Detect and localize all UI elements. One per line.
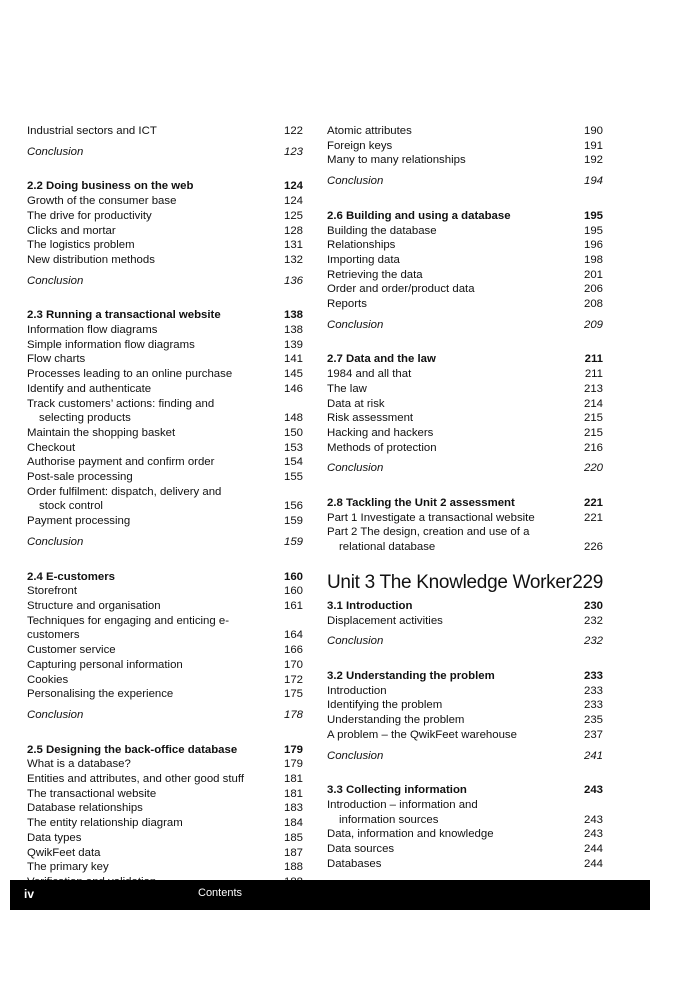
entry-page-number: 232 xyxy=(583,614,603,627)
entry-title: 2.7 Data and the law xyxy=(327,353,436,366)
entry-title: Conclusion xyxy=(27,274,84,287)
entry-title: The entity relationship diagram xyxy=(27,817,183,830)
section-heading xyxy=(327,669,603,684)
entry-page-number: 160 xyxy=(283,585,303,598)
entry-title: A problem – the QwikFeet warehouse xyxy=(327,728,517,741)
entry-page-number: 188 xyxy=(283,861,303,874)
entry-page-number: 175 xyxy=(283,688,303,701)
entry-page-number: 211 xyxy=(584,368,603,381)
entry-page-number: 166 xyxy=(283,644,303,657)
entry-page-number: 160 xyxy=(283,570,303,583)
conclusion-entry xyxy=(327,318,603,333)
entry-page-number: 230 xyxy=(583,599,603,612)
entry-page-number: 194 xyxy=(583,175,603,188)
toc-entry xyxy=(27,224,303,239)
toc-entry xyxy=(27,584,303,599)
toc-entry xyxy=(27,485,303,500)
conclusion-entry xyxy=(327,749,603,764)
entry-page-number: 244 xyxy=(583,857,603,870)
toc-entry xyxy=(327,827,603,842)
entry-title: Conclusion xyxy=(327,175,384,188)
toc-entry xyxy=(327,842,603,857)
entry-title: Conclusion xyxy=(27,708,84,721)
toc-entry xyxy=(27,846,303,861)
toc-right-column xyxy=(327,124,603,871)
conclusion-entry xyxy=(27,708,303,723)
entry-page-number: 215 xyxy=(583,412,603,425)
entry-page-number: 235 xyxy=(583,714,603,727)
toc-entry xyxy=(27,643,303,658)
toc-entry xyxy=(27,787,303,802)
entry-title: Authorise payment and confirm order xyxy=(27,456,215,469)
toc-left-column xyxy=(27,124,303,890)
conclusion-entry xyxy=(27,535,303,550)
toc-entry xyxy=(27,426,303,441)
entry-page-number: 185 xyxy=(283,831,303,844)
entry-title: Personalising the experience xyxy=(27,688,174,701)
entry-page-number: 139 xyxy=(283,338,303,351)
entry-title: Conclusion xyxy=(327,462,384,475)
entry-title: stock control xyxy=(39,500,103,513)
entry-title: Building the database xyxy=(327,224,437,237)
entry-page-number: 136 xyxy=(283,274,303,287)
toc-entry xyxy=(27,599,303,614)
toc-entry xyxy=(327,857,603,872)
entry-page-number: 232 xyxy=(583,635,603,648)
entry-page-number: 181 xyxy=(283,787,303,800)
entry-title: Databases xyxy=(327,857,382,870)
toc-entry xyxy=(27,687,303,702)
entry-title: Conclusion xyxy=(27,145,84,158)
entry-page-number: 161 xyxy=(283,599,303,612)
footer-page-number: iv xyxy=(24,887,35,901)
entry-page-number: 138 xyxy=(283,309,303,322)
entry-title: 3.2 Understanding the problem xyxy=(327,669,495,682)
entry-title: Techniques for engaging and enticing e-customers xyxy=(27,614,230,642)
section-heading xyxy=(27,308,303,323)
toc-entry xyxy=(27,194,303,209)
entry-title: QwikFeet data xyxy=(27,846,101,859)
entry-title: Storefront xyxy=(27,585,78,598)
toc-entry xyxy=(27,238,303,253)
entry-page-number: 132 xyxy=(283,253,303,266)
entry-page-number: 196 xyxy=(583,239,603,252)
entry-title: Database relationships xyxy=(27,802,143,815)
entry-title: Processes leading to an online purchase xyxy=(27,368,233,381)
entry-title: Foreign keys xyxy=(327,139,393,152)
section-heading xyxy=(27,743,303,758)
entry-title: 2.3 Running a transactional website xyxy=(27,309,221,322)
entry-title: Introduction xyxy=(327,684,387,697)
entry-title: selecting products xyxy=(39,412,131,425)
entry-title: Data types xyxy=(27,831,82,844)
entry-title: Importing data xyxy=(327,253,400,266)
entry-title: New distribution methods xyxy=(27,253,155,266)
entry-title: Customer service xyxy=(27,644,116,657)
entry-page-number: 229 xyxy=(572,571,603,593)
toc-entry xyxy=(327,268,603,283)
toc-entry xyxy=(327,238,603,253)
toc-entry xyxy=(27,367,303,382)
entry-title: 2.6 Building and using a database xyxy=(327,209,511,222)
entry-title: Capturing personal information xyxy=(27,658,183,671)
entry-title: Maintain the shopping basket xyxy=(27,426,176,439)
toc-entry xyxy=(327,153,603,168)
toc-entry-continuation xyxy=(327,540,603,555)
entry-page-number: 153 xyxy=(283,441,303,454)
entry-page-number: 243 xyxy=(583,828,603,841)
toc-entry xyxy=(27,397,303,412)
entry-page-number: 233 xyxy=(583,669,603,682)
toc-entry xyxy=(327,713,603,728)
toc-entry xyxy=(27,382,303,397)
entry-title: Part 1 Investigate a transactional website xyxy=(327,511,535,524)
entry-page-number: 214 xyxy=(583,397,603,410)
entry-page-number: 122 xyxy=(283,125,303,137)
entry-title: Risk assessment xyxy=(327,412,414,425)
entry-title: Relationships xyxy=(327,239,396,252)
entry-page-number: 123 xyxy=(283,145,303,158)
footer-label: Contents xyxy=(198,887,243,899)
entry-page-number: 213 xyxy=(583,382,603,395)
entry-page-number: 226 xyxy=(583,541,603,554)
entry-page-number: 179 xyxy=(283,743,303,756)
entry-title: Hacking and hackers xyxy=(327,426,434,439)
toc-entry-continuation xyxy=(27,499,303,514)
entry-page-number: 243 xyxy=(583,813,603,826)
entry-title: information sources xyxy=(339,813,439,826)
entry-title: Identify and authenticate xyxy=(27,382,152,395)
entry-title: 3.1 Introduction xyxy=(327,599,413,612)
entry-title: Data at risk xyxy=(327,397,385,410)
entry-title: The transactional website xyxy=(27,787,157,800)
unit-heading xyxy=(327,571,603,595)
entry-page-number: 159 xyxy=(283,535,303,548)
entry-page-number: 155 xyxy=(283,471,303,484)
entry-title: Flow charts xyxy=(27,353,86,366)
toc-entry xyxy=(327,139,603,154)
entry-page-number: 206 xyxy=(583,283,603,296)
section-heading xyxy=(327,352,603,367)
toc-entry xyxy=(27,209,303,224)
conclusion-entry xyxy=(327,461,603,476)
entry-title: 1984 and all that xyxy=(327,368,412,381)
conclusion-entry xyxy=(327,174,603,189)
entry-page-number: 233 xyxy=(583,684,603,697)
entry-page-number: 233 xyxy=(583,699,603,712)
toc-entry xyxy=(327,124,603,139)
entry-title: Atomic attributes xyxy=(327,125,412,137)
entry-title: Data, information and knowledge xyxy=(327,828,494,841)
entry-title: Conclusion xyxy=(327,635,384,648)
entry-title: Entities and attributes, and other good stuff xyxy=(27,773,244,786)
entry-title: Cookies xyxy=(27,673,69,686)
section-heading xyxy=(327,783,603,798)
entry-title: 2.5 Designing the back-office database xyxy=(27,743,238,756)
entry-title: Checkout xyxy=(27,441,76,454)
conclusion-entry xyxy=(27,145,303,160)
toc-entry xyxy=(27,124,303,139)
entry-page-number: 156 xyxy=(283,500,303,513)
entry-title: Reports xyxy=(327,298,367,311)
section-heading xyxy=(27,179,303,194)
toc-entry xyxy=(327,253,603,268)
toc-entry xyxy=(27,253,303,268)
entry-page-number: 145 xyxy=(283,368,303,381)
entry-title: Industrial sectors and ICT xyxy=(27,125,157,137)
toc-entry xyxy=(327,297,603,312)
toc-entry xyxy=(27,831,303,846)
entry-title: What is a database? xyxy=(27,758,131,771)
entry-page-number: 159 xyxy=(283,515,303,528)
entry-title: Unit 3 The Knowledge Worker xyxy=(327,571,572,593)
entry-page-number: 192 xyxy=(583,154,603,167)
toc-entry xyxy=(27,673,303,688)
entry-title: Payment processing xyxy=(27,515,131,528)
entry-title: Growth of the consumer base xyxy=(27,195,177,208)
entry-page-number: 172 xyxy=(283,673,303,686)
entry-title: Conclusion xyxy=(327,318,384,331)
entry-page-number: 198 xyxy=(583,253,603,266)
entry-title: relational database xyxy=(339,541,436,554)
entry-page-number: 221 xyxy=(583,511,603,524)
entry-title: The logistics problem xyxy=(27,239,135,252)
toc-entry xyxy=(27,455,303,470)
entry-page-number: 209 xyxy=(583,318,603,331)
entry-page-number: 221 xyxy=(583,497,603,510)
toc-entry xyxy=(327,441,603,456)
entry-page-number: 216 xyxy=(583,441,603,454)
entry-page-number: 164 xyxy=(283,629,303,642)
toc-entry xyxy=(27,801,303,816)
entry-page-number: 201 xyxy=(583,268,603,281)
entry-title: The drive for productivity xyxy=(27,209,152,222)
page-footer xyxy=(10,880,650,910)
entry-title: Part 2 The design, creation and use of a xyxy=(327,526,530,539)
entry-page-number: 244 xyxy=(583,843,603,856)
entry-page-number: 184 xyxy=(283,817,303,830)
entry-page-number: 183 xyxy=(283,802,303,815)
entry-page-number: 131 xyxy=(283,239,303,252)
toc-entry xyxy=(27,757,303,772)
toc-entry xyxy=(327,511,603,526)
entry-page-number: 150 xyxy=(283,426,303,439)
entry-page-number: 170 xyxy=(283,658,303,671)
toc-entry xyxy=(327,411,603,426)
entry-page-number: 154 xyxy=(283,456,303,469)
toc-entry xyxy=(27,614,303,643)
toc-entry xyxy=(327,728,603,743)
entry-page-number: 208 xyxy=(583,298,603,311)
toc-entry xyxy=(27,470,303,485)
toc-entry xyxy=(327,397,603,412)
entry-title: The law xyxy=(327,382,367,395)
toc-entry-continuation xyxy=(327,813,603,828)
entry-title: Clicks and mortar xyxy=(27,224,116,237)
entry-page-number: 124 xyxy=(283,180,303,193)
entry-page-number: 220 xyxy=(583,462,603,475)
entry-title: Methods of protection xyxy=(327,441,437,454)
entry-title: Simple information flow diagrams xyxy=(27,338,195,351)
toc-entry xyxy=(27,658,303,673)
entry-page-number: 141 xyxy=(283,353,303,366)
entry-page-number: 179 xyxy=(283,758,303,771)
conclusion-entry xyxy=(327,634,603,649)
toc-entry xyxy=(27,338,303,353)
entry-title: Retrieving the data xyxy=(327,268,423,281)
section-heading xyxy=(327,599,603,614)
entry-title: Data sources xyxy=(327,843,395,856)
entry-title: Information flow diagrams xyxy=(27,324,158,337)
toc-entry-continuation xyxy=(27,411,303,426)
entry-page-number: 191 xyxy=(583,139,603,152)
conclusion-entry xyxy=(27,274,303,289)
entry-title: Conclusion xyxy=(327,749,384,762)
section-heading xyxy=(327,496,603,511)
entry-title: Conclusion xyxy=(27,535,84,548)
entry-page-number: 128 xyxy=(283,224,303,237)
entry-page-number: 215 xyxy=(583,426,603,439)
entry-page-number: 237 xyxy=(583,728,603,741)
section-heading xyxy=(327,209,603,224)
toc-entry xyxy=(27,816,303,831)
entry-title: Order and order/product data xyxy=(327,283,475,296)
toc-entry xyxy=(27,860,303,875)
entry-title: Structure and organisation xyxy=(27,599,161,612)
entry-title: 2.2 Doing business on the web xyxy=(27,180,194,193)
toc-entry xyxy=(327,224,603,239)
toc-entry xyxy=(327,367,603,382)
entry-page-number: 178 xyxy=(283,708,303,721)
entry-title: Track customers’ actions: finding and xyxy=(27,397,215,410)
entry-title: The primary key xyxy=(27,861,109,874)
toc-entry xyxy=(327,525,603,540)
section-heading xyxy=(27,570,303,585)
toc-entry xyxy=(327,426,603,441)
toc-entry xyxy=(27,772,303,787)
entry-title: Post-sale processing xyxy=(27,471,133,484)
entry-title: Order fulfilment: dispatch, delivery and xyxy=(27,485,222,498)
entry-page-number: 190 xyxy=(583,125,603,137)
toc-entry xyxy=(327,684,603,699)
entry-page-number: 148 xyxy=(283,412,303,425)
toc-entry xyxy=(27,323,303,338)
entry-page-number: 181 xyxy=(283,773,303,786)
entry-page-number: 125 xyxy=(283,209,303,222)
entry-page-number: 124 xyxy=(283,195,303,208)
toc-entry xyxy=(327,698,603,713)
toc-entry xyxy=(27,514,303,529)
entry-page-number: 243 xyxy=(583,784,603,797)
entry-title: Identifying the problem xyxy=(327,699,443,712)
entry-page-number: 187 xyxy=(283,846,303,859)
entry-title: 2.4 E-customers xyxy=(27,570,115,583)
toc-entry xyxy=(327,614,603,629)
toc-entry xyxy=(327,798,603,813)
entry-title: Understanding the problem xyxy=(327,714,465,727)
entry-title: Many to many relationships xyxy=(327,154,466,167)
entry-title: 2.8 Tackling the Unit 2 assessment xyxy=(327,497,515,510)
entry-title: 3.3 Collecting information xyxy=(327,784,467,797)
toc-entry xyxy=(327,282,603,297)
entry-page-number: 138 xyxy=(283,324,303,337)
entry-page-number: 211 xyxy=(584,353,603,366)
entry-page-number: 195 xyxy=(583,224,603,237)
entry-page-number: 195 xyxy=(583,209,603,222)
entry-page-number: 146 xyxy=(283,382,303,395)
entry-page-number: 241 xyxy=(583,749,603,762)
entry-title: Introduction – information and xyxy=(327,798,478,811)
entry-title: Displacement activities xyxy=(327,614,443,627)
toc-entry xyxy=(27,441,303,456)
toc-entry xyxy=(27,352,303,367)
toc-entry xyxy=(327,382,603,397)
